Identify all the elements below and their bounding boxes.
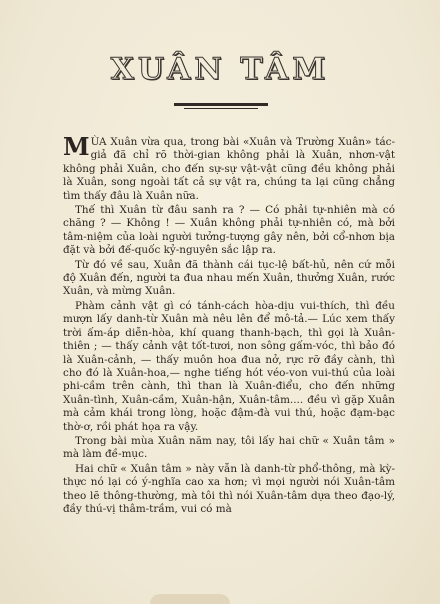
paragraph-5: Trong bài mùa Xuân năm nay, tôi lấy hai chữ « Xuân tâm » mà làm đề-mục. [63,434,395,461]
paragraph-4: Phàm cảnh vật gì có tánh-cách hòa-dịu vui-thích, thì đều mượn lấy danh-từ Xuân mà nêu lên để mô-tả.— Lúc xem thấy trời ấm-áp diễn-hòa, khí quang thanh-bạch, thì gọi là Xuân-thiên ; — thấy cảnh vật tốt-tươi, non sông gấm-vóc, thì bảo đó là Xuân-cảnh, — thấy muôn hoa đua nở, rực rỡ đầy cành, thì cho đó là Xuân-hoa,— nghe tiếng hót véo-von vui-thú của loài phi-cầm trên cành, thì than là Xuân-điểu, cho đến những Xuân-tình, Xuân-cầm, Xuân-hận, Xuân-tâm.... đều vì gặp Xuân mà cảm khái trong lòng, hoặc đậm-đà vui thú, hoặc đạm-bạc thờ-ơ, rồi phát họa ra vậy. [63,299,395,433]
drop-cap: M [63,132,90,161]
paragraph-1-text: ÙA Xuân vừa qua, trong bài «Xuân và Trường Xuân» tác-giả đã chỉ rõ thời-gian không phải là Xuân, nhơn-vật không phải Xuân, cho đến sự-sự vật-vật cũng đều không phải là Xuân, song ngoài tất cả sự vật ra, chúng ta lại cũng chẳng tìm thấy đâu là Xuân nữa. [63,136,395,202]
page-title: XUÂN TÂM [110,52,330,87]
paragraph-1 [63,132,395,203]
paragraph-2: Thế thì Xuân từ đâu sanh ra ? — Có phải tự-nhiên mà có chăng ? — Không ! — Xuân không phải tự-nhiên có, mà bởi tâm-niệm của loài người tưởng-tượng gây nên, bởi cổ-nhơn bịa đặt và bởi đế-quốc kỷ-nguyên sắc lập ra. [63,204,395,257]
title-rule-thick [174,103,268,106]
paragraph-3: Từ đó về sau, Xuân đã thành cái tục-lệ bất-hủ, nên cứ mỗi độ Xuân đến, người ta đua nhau mến Xuân, thưởng Xuân, rước Xuân, và mừng Xuân. [63,258,395,298]
title-rule-thin [184,108,258,109]
body-text [63,132,395,517]
page-tear [150,594,230,604]
paragraph-6: Hai chữ « Xuân tâm » này vẫn là danh-từ phổ-thông, mà kỳ-thực nó lại có ý-nghĩa cao xa hơn; vì mọi người nói Xuân-tâm theo lẽ thông-thường, mà tôi thì nói Xuân-tâm dựa theo đạo-lý, đầy thú-vị thâm-trầm, vui có mà [63,462,395,515]
